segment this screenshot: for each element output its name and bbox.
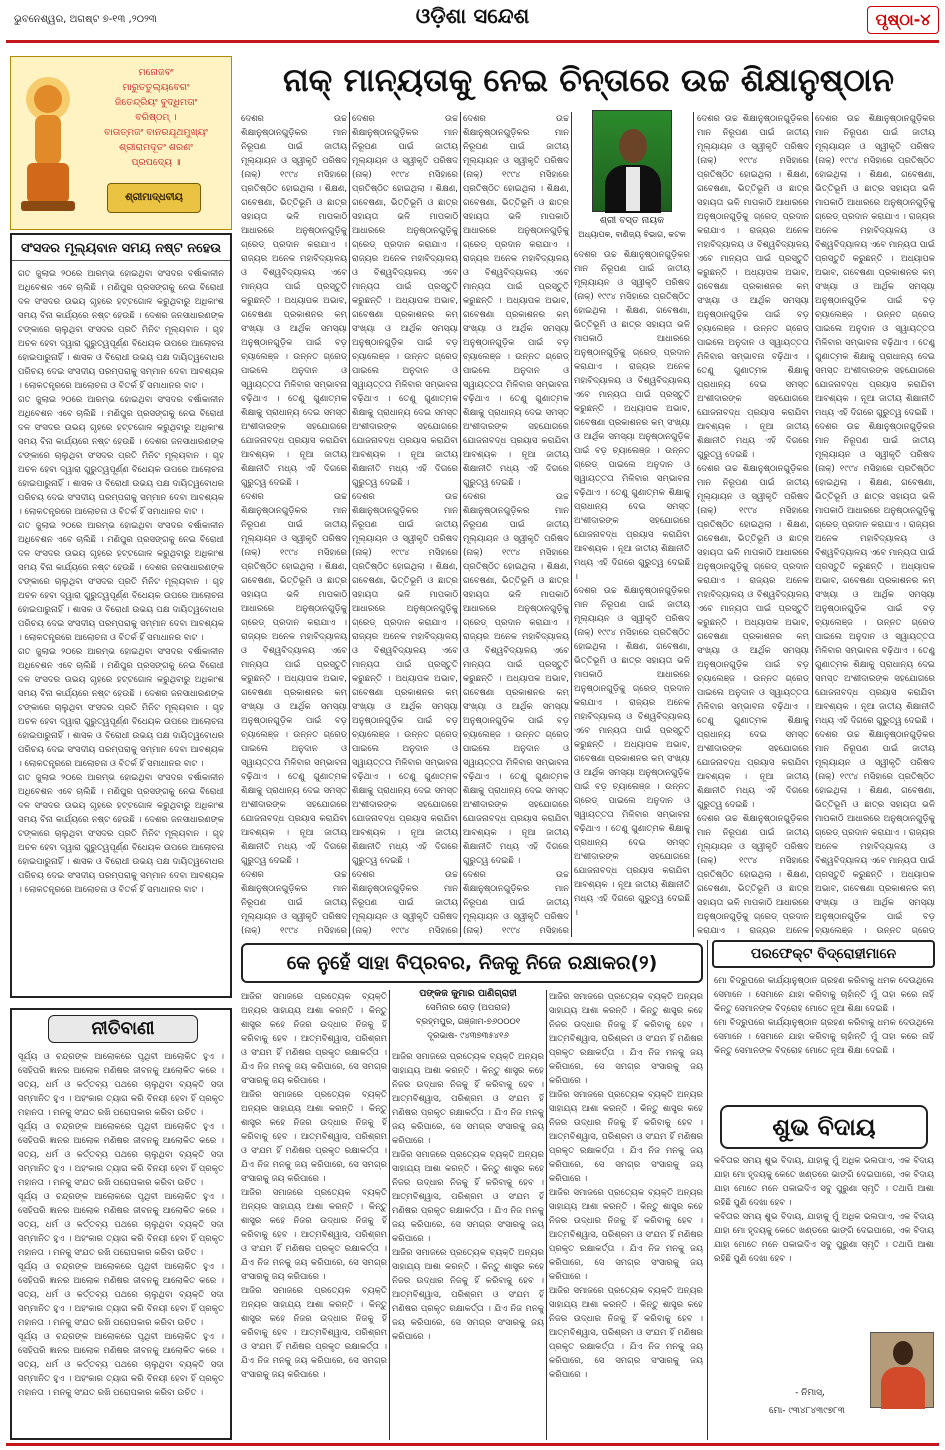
verse-line: ମାରୁତତୁଲ୍ୟବେଗଂ bbox=[122, 82, 190, 93]
niti-text: ସୂର୍ଯ୍ୟ ଓ ଚନ୍ଦ୍ରଙ୍କ ଆଲୋକରେ ପୃଥିବୀ ଆଲୋକିତ ହୁଏ । ସେହିପରି ଜ୍ଞାନର ଆଲୋକ ମଣିଷର ଜୀବନକୁ ଆଲୋକିତ କରେ । ସତ୍ୟ, ଧର୍ମ ଓ କର୍ତ୍ତବ୍ୟ ପଥରେ ଚାଲୁଥିବା ବ୍ୟକ୍ତି ସଦା ସମ୍ମାନିତ ହୁଏ । ଅହଂକାର ତ୍ୟାଗ କରି ବିନୟୀ ହେବା ହିଁ ପ୍ରକୃତ ମହାନତା । ମନକୁ ସଂଯତ ରଖି ପରୋପକାର କରିବା ଉଚିତ । bbox=[18, 1192, 224, 1258]
verse-line: ବାତାତ୍ମଜଂ ବାନରଯୂଥମୁଖ୍ୟଂ bbox=[104, 127, 208, 138]
niti-bani-title: ନୀତିବାଣୀ bbox=[48, 1015, 198, 1043]
editorial-body bbox=[18, 267, 224, 991]
author-address-line: ବ୍ରହ୍ମପୁର, ଗଞ୍ଜାମ-୭୬୦୦୦୧ bbox=[415, 1017, 521, 1027]
perfect-rebels-title: ପରଫେକ୍ଟ ବିଦ୍ରୋହୀମାନେ bbox=[712, 940, 935, 968]
article-two-text: ଆଜିର ସମାଜରେ ପ୍ରତ୍ୟେକ ବ୍ୟକ୍ତି ଅନ୍ୟର ସାହାଯ୍ୟ ଆଶା କରନ୍ତି । କିନ୍ତୁ ଶାସ୍ତ୍ର କହେ ନିଜର ଉଦ୍ଧାର ନିଜକୁ ହିଁ କରିବାକୁ ହେବ । ଆତ୍ମବିଶ୍ୱାସ, ପରିଶ୍ରମ ଓ ସଂଯମ ହିଁ ମଣିଷର ପ୍ରକୃତ ରକ୍ଷାକର୍ତ୍ତା । ଯିଏ ନିଜ ମନକୁ ଜୟ କରିପାରେ, ସେ ସମଗ୍ର ସଂସାରକୁ ଜୟ କରିପାରେ । bbox=[241, 1286, 387, 1380]
editorial-box bbox=[10, 233, 232, 998]
author-address-line: ସେମିନାର ରୋଡ଼ (ଅପରାଜ) bbox=[425, 1003, 511, 1013]
verse-line: ଶ୍ରୀରାମଦୂତଂ ଶରଣଂ bbox=[119, 142, 193, 153]
farewell-title: ଶୁଭ ବିଦାୟ bbox=[720, 1105, 928, 1149]
author-phone-line: ଦୂରଭାଷ- ୯୪୩୭୩୫୪୧୬ bbox=[427, 1031, 509, 1041]
page-number-badge: ପୃଷ୍ଠା-୪ bbox=[867, 6, 939, 34]
lead-column-5 bbox=[697, 112, 809, 937]
lead-text: ଦେଶର ଉଚ୍ଚ ଶିକ୍ଷାନୁଷ୍ଠାନଗୁଡ଼ିକର ମାନ ନିରୂପଣ ପାଇଁ ଜାତୀୟ ମୂଲ୍ୟାୟନ ଓ ସ୍ୱୀକୃତି ପରିଷଦ (ନାକ୍) ୧୯୯୪ ମସିହାରେ ପ୍ରତିଷ୍ଠିତ ହୋଇଥିଲା । ଶିକ୍ଷଣ, ଗବେଷଣା, ଭିତ୍ତିଭୂମି ଓ ଛାତ୍ର ସହାୟତା ଭଳି ମାପକାଠି ଆଧାରରେ ଅନୁଷ୍ଠାନଗୁଡ଼ିକୁ ଗ୍ରେଡ୍ ପ୍ରଦାନ କରାଯାଏ । ରାଜ୍ୟର ଅନେକ ମହାବିଦ୍ୟାଳୟ ଓ ବିଶ୍ୱବିଦ୍ୟାଳୟ ଏବେ ମାନ୍ୟତା ପାଇଁ ପ୍ରସ୍ତୁତି କରୁଛନ୍ତି । ଅଧ୍ୟାପକ ଅଭାବ, ଗବେଷଣା ପ୍ରକାଶନର କମ୍ ସଂଖ୍ୟା ଓ ଆର୍ଥିକ ସମସ୍ୟା ଅନୁଷ୍ଠାନଗୁଡ଼ିକ ପାଇଁ ବଡ଼ ଚ୍ୟାଲେଞ୍ଜ । ଉନ୍ନତ ଗ୍ରେଡ୍ bbox=[815, 730, 935, 936]
issue-date: ଭୁବନେଶ୍ୱର, ଅଗଷ୍ଟ ୭-୧୩ ,୨୦୨୩ bbox=[14, 14, 157, 25]
author-photo bbox=[592, 110, 672, 212]
article-two-text: ଆଜିର ସମାଜରେ ପ୍ରତ୍ୟେକ ବ୍ୟକ୍ତି ଅନ୍ୟର ସାହାଯ୍ୟ ଆଶା କରନ୍ତି । କିନ୍ତୁ ଶାସ୍ତ୍ର କହେ ନିଜର ଉଦ୍ଧାର ନିଜକୁ ହିଁ କରିବାକୁ ହେବ । ଆତ୍ମବିଶ୍ୱାସ, ପରିଶ୍ରମ ଓ ସଂଯମ ହିଁ ମଣିଷର ପ୍ରକୃତ ରକ୍ଷାକର୍ତ୍ତା । ଯିଏ ନିଜ ମନକୁ ଜୟ କରିପାରେ, ସେ ସମଗ୍ର ସଂସାରକୁ ଜୟ କରିପାରେ । bbox=[241, 1188, 387, 1282]
niti-text: ସୂର୍ଯ୍ୟ ଓ ଚନ୍ଦ୍ରଙ୍କ ଆଲୋକରେ ପୃଥିବୀ ଆଲୋକିତ ହୁଏ । ସେହିପରି ଜ୍ଞାନର ଆଲୋକ ମଣିଷର ଜୀବନକୁ ଆଲୋକିତ କରେ । ସତ୍ୟ, ଧର୍ମ ଓ କର୍ତ୍ତବ୍ୟ ପଥରେ ଚାଲୁଥିବା ବ୍ୟକ୍ତି ସଦା ସମ୍ମାନିତ ହୁଏ । ଅହଂକାର ତ୍ୟାଗ କରି ବିନୟୀ ହେବା ହିଁ ପ୍ରକୃତ ମହାନତା । ମନକୁ ସଂଯତ ରଖି ପରୋପକାର କରିବା ଉଚିତ । bbox=[18, 1052, 224, 1118]
article-two-text: ଆଜିର ସମାଜରେ ପ୍ରତ୍ୟେକ ବ୍ୟକ୍ତି ଅନ୍ୟର ସାହାଯ୍ୟ ଆଶା କରନ୍ତି । କିନ୍ତୁ ଶାସ୍ତ୍ର କହେ ନିଜର ଉଦ୍ଧାର ନିଜକୁ ହିଁ କରିବାକୁ ହେବ । ଆତ୍ମବିଶ୍ୱାସ, ପରିଶ୍ରମ ଓ ସଂଯମ ହିଁ ମଣିଷର ପ୍ରକୃତ ରକ୍ଷାକର୍ତ୍ତା । ଯିଏ ନିଜ ମନକୁ ଜୟ କରିପାରେ, ସେ ସମଗ୍ର ସଂସାରକୁ ଜୟ କରିପାରେ । bbox=[392, 1248, 544, 1342]
editorial-text: ଗତ ଜୁଲାଇ ୨୦ରେ ଆରମ୍ଭ ହୋଇଥିବା ସଂସଦର ବର୍ଷାକାଳୀନ ଅଧିବେଶନ ଏବେ ଚାଲିଛି । ମଣିପୁର ପ୍ରସଙ୍ଗକୁ ନେଇ ବିରୋଧୀ ଦଳ ସଂସଦର ଉଭୟ ଗୃହରେ ହଟ୍ଟଗୋଳ କରୁଥିବାରୁ ଅଧିକାଂଶ ସମୟ ବିନା କାର୍ଯ୍ୟରେ ନଷ୍ଟ ହେଉଛି । ଦେଶର ଜନସାଧାରଣଙ୍କ ଟଙ୍କାରେ ଚାଲୁଥିବା ସଂସଦର ପ୍ରତି ମିନିଟ ମୂଲ୍ୟବାନ । ଗୃହ ଅଚଳ ହେବା ଦ୍ୱାରା ଗୁରୁତ୍ୱପୂର୍ଣ୍ଣ ବିଧେୟକ ଉପରେ ଆଲୋଚନା ହୋଇପାରୁନାହିଁ । ଶାସକ ଓ ବିରୋଧୀ ଉଭୟ ପକ୍ଷ ଦାୟିତ୍ୱବୋଧର ପରିଚୟ ଦେଇ ସଂସଦୀୟ ପରମ୍ପରାକୁ ସମ୍ମାନ ଦେବା ଆବଶ୍ୟକ । ଲୋକତନ୍ତ୍ରରେ ଆଲୋଚନା ଓ ବିତର୍କ ହିଁ ସମାଧାନର ବାଟ । bbox=[18, 647, 224, 769]
article-two-column-2 bbox=[392, 1050, 544, 1440]
lead-text: ଦେଶର ଉଚ୍ଚ ଶିକ୍ଷାନୁଷ୍ଠାନଗୁଡ଼ିକର ମାନ ନିରୂପଣ ପାଇଁ ଜାତୀୟ ମୂଲ୍ୟାୟନ ଓ ସ୍ୱୀକୃତି ପରିଷଦ (ନାକ୍) ୧୯୯୪ ମସିହାରେ bbox=[352, 870, 458, 936]
poet-phone: ମୋ- ୯୩୪୮୪୩୯୭୮୩ bbox=[768, 1406, 845, 1416]
author-name: ଶ୍ରୀ ବସ୍ତ ନାୟକ bbox=[599, 215, 665, 226]
header-rule bbox=[6, 40, 939, 43]
farewell-text: କବିତାର ସମୟ ଶୁଭ ବିଦାୟ, ଯାହାକୁ ମୁଁ ଅଧିକ ଭଲପାଏ, ଏକ ବିଦାୟ ଯାହା ମୋ ହୃଦୟକୁ କେତେ ଖଣ୍ଡରେ ଭାଙ୍ଗି ଦେଇପାରେ, ଏକ ବିଦାୟ ଯାହା ମୋତେ ମନେ ପକାଇଦିଏ ସବୁ ପୁରୁଣା ସ୍ମୃତି । ତଥାପି ଆଶା ରହିଛି ପୁଣି ଦେଖା ହେବ । bbox=[714, 1212, 934, 1264]
editorial-text: ଗତ ଜୁଲାଇ ୨୦ରେ ଆରମ୍ଭ ହୋଇଥିବା ସଂସଦର ବର୍ଷାକାଳୀନ ଅଧିବେଶନ ଏବେ ଚାଲିଛି । ମଣିପୁର ପ୍ରସଙ୍ଗକୁ ନେଇ ବିରୋଧୀ ଦଳ ସଂସଦର ଉଭୟ ଗୃହରେ ହଟ୍ଟଗୋଳ କରୁଥିବାରୁ ଅଧିକାଂଶ ସମୟ ବିନା କାର୍ଯ୍ୟରେ ନଷ୍ଟ ହେଉଛି । ଦେଶର ଜନସାଧାରଣଙ୍କ ଟଙ୍କାରେ ଚାଲୁଥିବା ସଂସଦର ପ୍ରତି ମିନିଟ ମୂଲ୍ୟବାନ । ଗୃହ ଅଚଳ ହେବା ଦ୍ୱାରା ଗୁରୁତ୍ୱପୂର୍ଣ୍ଣ ବିଧେୟକ ଉପରେ ଆଲୋଚନା ହୋଇପାରୁନାହିଁ । ଶାସକ ଓ ବିରୋଧୀ ଉଭୟ ପକ୍ଷ ଦାୟିତ୍ୱବୋଧର ପରିଚୟ ଦେଇ ସଂସଦୀୟ ପରମ୍ପରାକୁ ସମ୍ମାନ ଦେବା ଆବଶ୍ୟକ । ଲୋକତନ୍ତ୍ରରେ ଆଲୋଚନା ଓ ବିତର୍କ ହିଁ ସମାଧାନର ବାଟ । bbox=[18, 773, 224, 895]
article-two-text: ଆଜିର ସମାଜରେ ପ୍ରତ୍ୟେକ ବ୍ୟକ୍ତି ଅନ୍ୟର ସାହାଯ୍ୟ ଆଶା କରନ୍ତି । କିନ୍ତୁ ଶାସ୍ତ୍ର କହେ ନିଜର ଉଦ୍ଧାର ନିଜକୁ ହିଁ କରିବାକୁ ହେବ । ଆତ୍ମବିଶ୍ୱାସ, ପରିଶ୍ରମ ଓ ସଂଯମ ହିଁ ମଣିଷର ପ୍ରକୃତ ରକ୍ଷାକର୍ତ୍ତା । ଯିଏ ନିଜ ମନକୁ ଜୟ କରିପାରେ, ସେ ସମଗ୍ର ସଂସାରକୁ ଜୟ କରିପାରେ । bbox=[392, 1052, 544, 1146]
article-two-author bbox=[394, 987, 542, 1045]
niti-text: ସୂର୍ଯ୍ୟ ଓ ଚନ୍ଦ୍ରଙ୍କ ଆଲୋକରେ ପୃଥିବୀ ଆଲୋକିତ ହୁଏ । ସେହିପରି ଜ୍ଞାନର ଆଲୋକ ମଣିଷର ଜୀବନକୁ ଆଲୋକିତ କରେ । ସତ୍ୟ, ଧର୍ମ ଓ କର୍ତ୍ତବ୍ୟ ପଥରେ ଚାଲୁଥିବା ବ୍ୟକ୍ତି ସଦା ସମ୍ମାନିତ ହୁଏ । ଅହଂକାର ତ୍ୟାଗ କରି ବିନୟୀ ହେବା ହିଁ ପ୍ରକୃତ ମହାନତା । ମନକୁ ସଂଯତ ରଖି ପରୋପକାର କରିବା ଉଚିତ । bbox=[18, 1332, 224, 1398]
lead-text: ଦେଶର ଉଚ୍ଚ ଶିକ୍ଷାନୁଷ୍ଠାନଗୁଡ଼ିକର ମାନ ନିରୂପଣ ପାଇଁ ଜାତୀୟ ମୂଲ୍ୟାୟନ ଓ ସ୍ୱୀକୃତି ପରିଷଦ (ନାକ୍) ୧୯୯୪ ମସିହାରେ ପ୍ରତିଷ୍ଠିତ ହୋଇଥିଲା । ଶିକ୍ଷଣ, ଗବେଷଣା, ଭିତ୍ତିଭୂମି ଓ ଛାତ୍ର ସହାୟତା ଭଳି ମାପକାଠି ଆଧାରରେ ଅନୁଷ୍ଠାନଗୁଡ଼ିକୁ ଗ୍ରେଡ୍ ପ୍ରଦାନ କରାଯାଏ । ରାଜ୍ୟର ଅନେକ ମହାବିଦ୍ୟାଳୟ ଓ ବିଶ୍ୱବିଦ୍ୟାଳୟ ଏବେ ମାନ୍ୟତା ପାଇଁ ପ୍ରସ୍ତୁତି କରୁଛନ୍ତି । ଅଧ୍ୟାପକ ଅଭାବ, ଗବେଷଣା ପ୍ରକାଶନର କମ୍ ସଂଖ୍ୟା ଓ ଆର୍ଥିକ ସମସ୍ୟା ଅନୁଷ୍ଠାନଗୁଡ଼ିକ ପାଇଁ ବଡ଼ ଚ୍ୟାଲେଞ୍ଜ । ଉନ୍ନତ ଗ୍ରେଡ୍ ପାଇଲେ ଅନୁଦାନ ଓ ସ୍ୱାୟତ୍ତତା ମିଳିବାର ସମ୍ଭାବନା ବଢ଼ିଥାଏ । ତେଣୁ ଗୁଣାତ୍ମକ ଶିକ୍ଷାକୁ ପ୍ରାଧାନ୍ୟ ଦେଇ ସମସ୍ତ ଅଂଶୀଦାରଙ୍କ ସହଯୋଗରେ ଯୋଜନାବଦ୍ଧ ପ୍ରୟାସ କରାଯିବା ଆବଶ୍ୟକ । ନୂଆ ଜାତୀୟ ଶିକ୍ଷାନୀତି ମଧ୍ୟ ଏହି ଦିଗରେ ଗୁରୁତ୍ୱ ଦେଇଛି । bbox=[463, 114, 569, 488]
editorial-text: ଗତ ଜୁଲାଇ ୨୦ରେ ଆରମ୍ଭ ହୋଇଥିବା ସଂସଦର ବର୍ଷାକାଳୀନ ଅଧିବେଶନ ଏବେ ଚାଲିଛି । ମଣିପୁର ପ୍ରସଙ୍ଗକୁ ନେଇ ବିରୋଧୀ ଦଳ ସଂସଦର ଉଭୟ ଗୃହରେ ହଟ୍ଟଗୋଳ କରୁଥିବାରୁ ଅଧିକାଂଶ ସମୟ ବିନା କାର୍ଯ୍ୟରେ ନଷ୍ଟ ହେଉଛି । ଦେଶର ଜନସାଧାରଣଙ୍କ ଟଙ୍କାରେ ଚାଲୁଥିବା ସଂସଦର ପ୍ରତି ମିନିଟ ମୂଲ୍ୟବାନ । ଗୃହ ଅଚଳ ହେବା ଦ୍ୱାରା ଗୁରୁତ୍ୱପୂର୍ଣ୍ଣ ବିଧେୟକ ଉପରେ ଆଲୋଚନା ହୋଇପାରୁନାହିଁ । ଶାସକ ଓ ବିରୋଧୀ ଉଭୟ ପକ୍ଷ ଦାୟିତ୍ୱବୋଧର ପରିଚୟ ଦେଇ ସଂସଦୀୟ ପରମ୍ପରାକୁ ସମ୍ମାନ ଦେବା ଆବଶ୍ୟକ । ଲୋକତନ୍ତ୍ରରେ ଆଲୋଚନା ଓ ବିତର୍କ ହିଁ ସମାଧାନର ବାଟ । bbox=[18, 269, 224, 391]
lead-column-3 bbox=[463, 112, 569, 937]
column-divider bbox=[460, 112, 461, 937]
lead-text: ଦେଶର ଉଚ୍ଚ ଶିକ୍ଷାନୁଷ୍ଠାନଗୁଡ଼ିକର ମାନ ନିରୂପଣ ପାଇଁ ଜାତୀୟ ମୂଲ୍ୟାୟନ ଓ ସ୍ୱୀକୃତି ପରିଷଦ (ନାକ୍) ୧୯୯୪ ମସିହାରେ ପ୍ରତିଷ୍ଠିତ ହୋଇଥିଲା । ଶିକ୍ଷଣ, ଗବେଷଣା, ଭିତ୍ତିଭୂମି ଓ ଛାତ୍ର ସହାୟତା ଭଳି ମାପକାଠି ଆଧାରରେ ଅନୁଷ୍ଠାନଗୁଡ଼ିକୁ ଗ୍ରେଡ୍ ପ୍ରଦାନ କରାଯାଏ । ରାଜ୍ୟର ଅନେକ bbox=[697, 814, 809, 936]
lead-text: ଦେଶର ଉଚ୍ଚ ଶିକ୍ଷାନୁଷ୍ଠାନଗୁଡ଼ିକର ମାନ ନିରୂପଣ ପାଇଁ ଜାତୀୟ ମୂଲ୍ୟାୟନ ଓ ସ୍ୱୀକୃତି ପରିଷଦ (ନାକ୍) ୧୯୯୪ ମସିହାରେ ପ୍ରତିଷ୍ଠିତ ହୋଇଥିଲା । ଶିକ୍ଷଣ, ଗବେଷଣା, ଭିତ୍ତିଭୂମି ଓ ଛାତ୍ର ସହାୟତା ଭଳି ମାପକାଠି ଆଧାରରେ ଅନୁଷ୍ଠାନଗୁଡ଼ିକୁ ଗ୍ରେଡ୍ ପ୍ରଦାନ କରାଯାଏ । ରାଜ୍ୟର ଅନେକ ମହାବିଦ୍ୟାଳୟ ଓ ବିଶ୍ୱବିଦ୍ୟାଳୟ ଏବେ ମାନ୍ୟତା ପାଇଁ ପ୍ରସ୍ତୁତି କରୁଛନ୍ତି । ଅଧ୍ୟାପକ ଅଭାବ, ଗବେଷଣା ପ୍ରକାଶନର କମ୍ ସଂଖ୍ୟା ଓ ଆର୍ଥିକ ସମସ୍ୟା ଅନୁଷ୍ଠାନଗୁଡ଼ିକ ପାଇଁ ବଡ଼ ଚ୍ୟାଲେଞ୍ଜ । ଉନ୍ନତ ଗ୍ରେଡ୍ ପାଇଲେ ଅନୁଦାନ ଓ ସ୍ୱାୟତ୍ତତା ମିଳିବାର ସମ୍ଭାବନା ବଢ଼ିଥାଏ । ତେଣୁ ଗୁଣାତ୍ମକ ଶିକ୍ଷାକୁ ପ୍ରାଧାନ୍ୟ ଦେଇ ସମସ୍ତ ଅଂଶୀଦାରଙ୍କ ସହଯୋଗରେ ଯୋଜନାବଦ୍ଧ ପ୍ରୟାସ କରାଯିବା ଆବଶ୍ୟକ । ନୂଆ ଜାତୀୟ ଶିକ୍ଷାନୀତି ମଧ୍ୟ ଏହି ଦିଗରେ ଗୁରୁତ୍ୱ ଦେଇଛି । bbox=[697, 114, 809, 460]
lead-text: ଦେଶର ଉଚ୍ଚ ଶିକ୍ଷାନୁଷ୍ଠାନଗୁଡ଼ିକର ମାନ ନିରୂପଣ ପାଇଁ ଜାତୀୟ ମୂଲ୍ୟାୟନ ଓ ସ୍ୱୀକୃତି ପରିଷଦ (ନାକ୍) ୧୯୯୪ ମସିହାରେ ପ୍ରତିଷ୍ଠିତ ହୋଇଥିଲା । ଶିକ୍ଷଣ, ଗବେଷଣା, ଭିତ୍ତିଭୂମି ଓ ଛାତ୍ର ସହାୟତା ଭଳି ମାପକାଠି ଆଧାରରେ ଅନୁଷ୍ଠାନଗୁଡ଼ିକୁ ଗ୍ରେଡ୍ ପ୍ରଦାନ କରାଯାଏ । ରାଜ୍ୟର ଅନେକ ମହାବିଦ୍ୟାଳୟ ଓ ବିଶ୍ୱବିଦ୍ୟାଳୟ ଏବେ ମାନ୍ୟତା ପାଇଁ ପ୍ରସ୍ତୁତି କରୁଛନ୍ତି । ଅଧ୍ୟାପକ ଅଭାବ, ଗବେଷଣା ପ୍ରକାଶନର କମ୍ ସଂଖ୍ୟା ଓ ଆର୍ଥିକ ସମସ୍ୟା ଅନୁଷ୍ଠାନଗୁଡ଼ିକ ପାଇଁ ବଡ଼ ଚ୍ୟାଲେଞ୍ଜ । ଉନ୍ନତ ଗ୍ରେଡ୍ ପାଇଲେ ଅନୁଦାନ ଓ ସ୍ୱାୟତ୍ତତା ମିଳିବାର ସମ୍ଭାବନା ବଢ଼ିଥାଏ । ତେଣୁ ଗୁଣାତ୍ମକ ଶିକ୍ଷାକୁ ପ୍ରାଧାନ୍ୟ ଦେଇ ସମସ୍ତ ଅଂଶୀଦାରଙ୍କ ସହଯୋଗରେ ଯୋଜନାବଦ୍ଧ ପ୍ରୟାସ କରାଯିବା ଆବଶ୍ୟକ । ନୂଆ ଜାତୀୟ ଶିକ୍ଷାନୀତି ମଧ୍ୟ ଏହି ଦିଗରେ ଗୁରୁତ୍ୱ ଦେଇଛି । bbox=[352, 492, 458, 866]
column-divider bbox=[571, 112, 572, 937]
article-two-text: ଆଜିର ସମାଜରେ ପ୍ରତ୍ୟେକ ବ୍ୟକ୍ତି ଅନ୍ୟର ସାହାଯ୍ୟ ଆଶା କରନ୍ତି । କିନ୍ତୁ ଶାସ୍ତ୍ର କହେ ନିଜର ଉଦ୍ଧାର ନିଜକୁ ହିଁ କରିବାକୁ ହେବ । ଆତ୍ମବିଶ୍ୱାସ, ପରିଶ୍ରମ ଓ ସଂଯମ ହିଁ ମଣିଷର ପ୍ରକୃତ ରକ୍ଷାକର୍ତ୍ତା । ଯିଏ ନିଜ ମନକୁ ଜୟ କରିପାରେ, ସେ ସମଗ୍ର ସଂସାରକୁ ଜୟ କରିପାରେ । bbox=[241, 1090, 387, 1184]
editorial-title: ସଂସଦର ମୂଲ୍ୟବାନ ସମୟ ନଷ୍ଟ ନହେଉ bbox=[12, 235, 230, 261]
column-divider bbox=[707, 940, 708, 1440]
editorial-text: ଗତ ଜୁଲାଇ ୨୦ରେ ଆରମ୍ଭ ହୋଇଥିବା ସଂସଦର ବର୍ଷାକାଳୀନ ଅଧିବେଶନ ଏବେ ଚାଲିଛି । ମଣିପୁର ପ୍ରସଙ୍ଗକୁ ନେଇ ବିରୋଧୀ ଦଳ ସଂସଦର ଉଭୟ ଗୃହରେ ହଟ୍ଟଗୋଳ କରୁଥିବାରୁ ଅଧିକାଂଶ ସମୟ ବିନା କାର୍ଯ୍ୟରେ ନଷ୍ଟ ହେଉଛି । ଦେଶର ଜନସାଧାରଣଙ୍କ ଟଙ୍କାରେ ଚାଲୁଥିବା ସଂସଦର ପ୍ରତି ମିନିଟ ମୂଲ୍ୟବାନ । ଗୃହ ଅଚଳ ହେବା ଦ୍ୱାରା ଗୁରୁତ୍ୱପୂର୍ଣ୍ଣ ବିଧେୟକ ଉପରେ ଆଲୋଚନା ହୋଇପାରୁନାହିଁ । ଶାସକ ଓ ବିରୋଧୀ ଉଭୟ ପକ୍ଷ ଦାୟିତ୍ୱବୋଧର ପରିଚୟ ଦେଇ ସଂସଦୀୟ ପରମ୍ପରାକୁ ସମ୍ମାନ ଦେବା ଆବଶ୍ୟକ । ଲୋକତନ୍ତ୍ରରେ ଆଲୋଚନା ଓ ବିତର୍କ ହିଁ ସମାଧାନର ବାଟ । bbox=[18, 395, 224, 517]
poet-photo-saree bbox=[881, 1367, 925, 1409]
article-two-column-1 bbox=[241, 990, 387, 1440]
lead-text: ଦେଶର ଉଚ୍ଚ ଶିକ୍ଷାନୁଷ୍ଠାନଗୁଡ଼ିକର ମାନ ନିରୂପଣ ପାଇଁ ଜାତୀୟ ମୂଲ୍ୟାୟନ ଓ ସ୍ୱୀକୃତି ପରିଷଦ (ନାକ୍) ୧୯୯୪ ମସିହାରେ ପ୍ରତିଷ୍ଠିତ ହୋଇଥିଲା । ଶିକ୍ଷଣ, ଗବେଷଣା, ଭିତ୍ତିଭୂମି ଓ ଛାତ୍ର ସହାୟତା ଭଳି ମାପକାଠି ଆଧାରରେ ଅନୁଷ୍ଠାନଗୁଡ଼ିକୁ ଗ୍ରେଡ୍ ପ୍ରଦାନ କରାଯାଏ । ରାଜ୍ୟର ଅନେକ ମହାବିଦ୍ୟାଳୟ ଓ ବିଶ୍ୱବିଦ୍ୟାଳୟ ଏବେ ମାନ୍ୟତା ପାଇଁ ପ୍ରସ୍ତୁତି କରୁଛନ୍ତି । ଅଧ୍ୟାପକ ଅଭାବ, ଗବେଷଣା ପ୍ରକାଶନର କମ୍ ସଂଖ୍ୟା ଓ ଆର୍ଥିକ ସମସ୍ୟା ଅନୁଷ୍ଠାନଗୁଡ଼ିକ ପାଇଁ ବଡ଼ ଚ୍ୟାଲେଞ୍ଜ । ଉନ୍ନତ ଗ୍ରେଡ୍ ପାଇଲେ ଅନୁଦାନ ଓ ସ୍ୱାୟତ୍ତତା ମିଳିବାର ସମ୍ଭାବନା ବଢ଼ିଥାଏ । ତେଣୁ ଗୁଣାତ୍ମକ ଶିକ୍ଷାକୁ ପ୍ରାଧାନ୍ୟ ଦେଇ ସମସ୍ତ ଅଂଶୀଦାରଙ୍କ ସହଯୋଗରେ ଯୋଜନାବଦ୍ଧ ପ୍ରୟାସ କରାଯିବା ଆବଶ୍ୟକ । ନୂଆ ଜାତୀୟ ଶିକ୍ଷାନୀତି ମଧ୍ୟ ଏହି ଦିଗରେ ଗୁରୁତ୍ୱ ଦେଇଛି । bbox=[815, 114, 935, 418]
article-two-text: ଆଜିର ସମାଜରେ ପ୍ରତ୍ୟେକ ବ୍ୟକ୍ତି ଅନ୍ୟର ସାହାଯ୍ୟ ଆଶା କରନ୍ତି । କିନ୍ତୁ ଶାସ୍ତ୍ର କହେ ନିଜର ଉଦ୍ଧାର ନିଜକୁ ହିଁ କରିବାକୁ ହେବ । ଆତ୍ମବିଶ୍ୱାସ, ପରିଶ୍ରମ ଓ ସଂଯମ ହିଁ ମଣିଷର ପ୍ରକୃତ ରକ୍ଷାକର୍ତ୍ତା । ଯିଏ ନିଜ ମନକୁ ଜୟ କରିପାରେ, ସେ ସମଗ୍ର ସଂସାରକୁ ଜୟ କରିପାରେ । bbox=[241, 992, 387, 1086]
poet-name: - ନିମାସ୍, bbox=[795, 1388, 825, 1398]
article-two-column-3 bbox=[549, 990, 703, 1440]
verse-line: ମନୋଜବଂ bbox=[138, 67, 174, 78]
daily-thought-box bbox=[10, 56, 232, 230]
author-photo-shirt bbox=[626, 167, 640, 211]
poet-photo-head bbox=[893, 1341, 913, 1365]
editorial-text: ଗତ ଜୁଲାଇ ୨୦ରେ ଆରମ୍ଭ ହୋଇଥିବା ସଂସଦର ବର୍ଷାକାଳୀନ ଅଧିବେଶନ ଏବେ ଚାଲିଛି । ମଣିପୁର ପ୍ରସଙ୍ଗକୁ ନେଇ ବିରୋଧୀ ଦଳ ସଂସଦର ଉଭୟ ଗୃହରେ ହଟ୍ଟଗୋଳ କରୁଥିବାରୁ ଅଧିକାଂଶ ସମୟ ବିନା କାର୍ଯ୍ୟରେ ନଷ୍ଟ ହେଉଛି । ଦେଶର ଜନସାଧାରଣଙ୍କ ଟଙ୍କାରେ ଚାଲୁଥିବା ସଂସଦର ପ୍ରତି ମିନିଟ ମୂଲ୍ୟବାନ । ଗୃହ ଅଚଳ ହେବା ଦ୍ୱାରା ଗୁରୁତ୍ୱପୂର୍ଣ୍ଣ ବିଧେୟକ ଉପରେ ଆଲୋଚନା ହୋଇପାରୁନାହିଁ । ଶାସକ ଓ ବିରୋଧୀ ଉଭୟ ପକ୍ଷ ଦାୟିତ୍ୱବୋଧର ପରିଚୟ ଦେଇ ସଂସଦୀୟ ପରମ୍ପରାକୁ ସମ୍ମାନ ଦେବା ଆବଶ୍ୟକ । ଲୋକତନ୍ତ୍ରରେ ଆଲୋଚନା ଓ ବିତର୍କ ହିଁ ସମାଧାନର ବାଟ । bbox=[18, 521, 224, 643]
lead-text: ଦେଶର ଉଚ୍ଚ ଶିକ୍ଷାନୁଷ୍ଠାନଗୁଡ଼ିକର ମାନ ନିରୂପଣ ପାଇଁ ଜାତୀୟ ମୂଲ୍ୟାୟନ ଓ ସ୍ୱୀକୃତି ପରିଷଦ (ନାକ୍) ୧୯୯୪ ମସିହାରେ ପ୍ରତିଷ୍ଠିତ ହୋଇଥିଲା । ଶିକ୍ଷଣ, ଗବେଷଣା, ଭିତ୍ତିଭୂମି ଓ ଛାତ୍ର ସହାୟତା ଭଳି ମାପକାଠି ଆଧାରରେ ଅନୁଷ୍ଠାନଗୁଡ଼ିକୁ ଗ୍ରେଡ୍ ପ୍ରଦାନ କରାଯାଏ । ରାଜ୍ୟର ଅନେକ ମହାବିଦ୍ୟାଳୟ ଓ ବିଶ୍ୱବିଦ୍ୟାଳୟ ଏବେ ମାନ୍ୟତା ପାଇଁ ପ୍ରସ୍ତୁତି କରୁଛନ୍ତି । ଅଧ୍ୟାପକ ଅଭାବ, ଗବେଷଣା ପ୍ରକାଶନର କମ୍ ସଂଖ୍ୟା ଓ ଆର୍ଥିକ ସମସ୍ୟା ଅନୁଷ୍ଠାନଗୁଡ଼ିକ ପାଇଁ ବଡ଼ ଚ୍ୟାଲେଞ୍ଜ । ଉନ୍ନତ ଗ୍ରେଡ୍ ପାଇଲେ ଅନୁଦାନ ଓ ସ୍ୱାୟତ୍ତତା ମିଳିବାର ସମ୍ଭାବନା ବଢ଼ିଥାଏ । ତେଣୁ ଗୁଣାତ୍ମକ ଶିକ୍ଷାକୁ ପ୍ରାଧାନ୍ୟ ଦେଇ ସମସ୍ତ ଅଂଶୀଦାରଙ୍କ ସହଯୋଗରେ ଯୋଜନାବଦ୍ଧ ପ୍ରୟାସ କରାଯିବା ଆବଶ୍ୟକ । ନୂଆ ଜାତୀୟ ଶିକ୍ଷାନୀତି ମଧ୍ୟ ଏହି ଦିଗରେ ଗୁରୁତ୍ୱ ଦେଇଛି । bbox=[815, 422, 935, 726]
lead-text: ଦେଶର ଉଚ୍ଚ ଶିକ୍ଷାନୁଷ୍ଠାନଗୁଡ଼ିକର ମାନ ନିରୂପଣ ପାଇଁ ଜାତୀୟ ମୂଲ୍ୟାୟନ ଓ ସ୍ୱୀକୃତି ପରିଷଦ (ନାକ୍) ୧୯୯୪ ମସିହାରେ bbox=[463, 870, 569, 936]
lead-column-4 bbox=[574, 248, 690, 937]
farewell-text: କବିତାର ସମୟ ଶୁଭ ବିଦାୟ, ଯାହାକୁ ମୁଁ ଅଧିକ ଭଲପାଏ, ଏକ ବିଦାୟ ଯାହା ମୋ ହୃଦୟକୁ କେତେ ଖଣ୍ଡରେ ଭାଙ୍ଗି ଦେଇପାରେ, ଏକ ବିଦାୟ ଯାହା ମୋତେ ମନେ ପକାଇଦିଏ ସବୁ ପୁରୁଣା ସ୍ମୃତି । ତଥାପି ଆଶା ରହିଛି ପୁଣି ଦେଖା ହେବ । bbox=[714, 1156, 934, 1208]
verse-line: ବରିଷ୍ଠମ୍ । bbox=[135, 112, 177, 123]
niti-bani-box bbox=[10, 1008, 232, 1440]
article-two-headline: କେ ନୁହେଁ ସାହା ବିପ୍ରବର, ନିଜକୁ ନିଜେ ରକ୍ଷାକର(୨) bbox=[241, 943, 703, 983]
lead-text: ଦେଶର ଉଚ୍ଚ ଶିକ୍ଷାନୁଷ୍ଠାନଗୁଡ଼ିକର ମାନ ନିରୂପଣ ପାଇଁ ଜାତୀୟ ମୂଲ୍ୟାୟନ ଓ ସ୍ୱୀକୃତି ପରିଷଦ (ନାକ୍) ୧୯୯୪ ମସିହାରେ ପ୍ରତିଷ୍ଠିତ ହୋଇଥିଲା । ଶିକ୍ଷଣ, ଗବେଷଣା, ଭିତ୍ତିଭୂମି ଓ ଛାତ୍ର ସହାୟତା ଭଳି ମାପକାଠି ଆଧାରରେ ଅନୁଷ୍ଠାନଗୁଡ଼ିକୁ ଗ୍ରେଡ୍ ପ୍ରଦାନ କରାଯାଏ । ରାଜ୍ୟର ଅନେକ ମହାବିଦ୍ୟାଳୟ ଓ ବିଶ୍ୱବିଦ୍ୟାଳୟ ଏବେ ମାନ୍ୟତା ପାଇଁ ପ୍ରସ୍ତୁତି କରୁଛନ୍ତି । ଅଧ୍ୟାପକ ଅଭାବ, ଗବେଷଣା ପ୍ରକାଶନର କମ୍ ସଂଖ୍ୟା ଓ ଆର୍ଥିକ ସମସ୍ୟା ଅନୁଷ୍ଠାନଗୁଡ଼ିକ ପାଇଁ ବଡ଼ ଚ୍ୟାଲେଞ୍ଜ । ଉନ୍ନତ ଗ୍ରେଡ୍ ପାଇଲେ ଅନୁଦାନ ଓ ସ୍ୱାୟତ୍ତତା ମିଳିବାର ସମ୍ଭାବନା ବଢ଼ିଥାଏ । ତେଣୁ ଗୁଣାତ୍ମକ ଶିକ୍ଷାକୁ ପ୍ରାଧାନ୍ୟ ଦେଇ ସମସ୍ତ ଅଂଶୀଦାରଙ୍କ ସହଯୋଗରେ ଯୋଜନାବଦ୍ଧ ପ୍ରୟାସ କରାଯିବା ଆବଶ୍ୟକ । ନୂଆ ଜାତୀୟ ଶିକ୍ଷାନୀତି ମଧ୍ୟ ଏହି ଦିଗରେ ଗୁରୁତ୍ୱ ଦେଇଛି । bbox=[697, 464, 809, 810]
lead-text: ଦେଶର ଉଚ୍ଚ ଶିକ୍ଷାନୁଷ୍ଠାନଗୁଡ଼ିକର ମାନ ନିରୂପଣ ପାଇଁ ଜାତୀୟ ମୂଲ୍ୟାୟନ ଓ ସ୍ୱୀକୃତି ପରିଷଦ (ନାକ୍) ୧୯୯୪ ମସିହାରେ ପ୍ରତିଷ୍ଠିତ ହୋଇଥିଲା । ଶିକ୍ଷଣ, ଗବେଷଣା, ଭିତ୍ତିଭୂମି ଓ ଛାତ୍ର ସହାୟତା ଭଳି ମାପକାଠି ଆଧାରରେ ଅନୁଷ୍ଠାନଗୁଡ଼ିକୁ ଗ୍ରେଡ୍ ପ୍ରଦାନ କରାଯାଏ । ରାଜ୍ୟର ଅନେକ ମହାବିଦ୍ୟାଳୟ ଓ ବିଶ୍ୱବିଦ୍ୟାଳୟ ଏବେ ମାନ୍ୟତା ପାଇଁ ପ୍ରସ୍ତୁତି କରୁଛନ୍ତି । ଅଧ୍ୟାପକ ଅଭାବ, ଗବେଷଣା ପ୍ରକାଶନର କମ୍ ସଂଖ୍ୟା ଓ ଆର୍ଥିକ ସମସ୍ୟା ଅନୁଷ୍ଠାନଗୁଡ଼ିକ ପାଇଁ ବଡ଼ ଚ୍ୟାଲେଞ୍ଜ । ଉନ୍ନତ ଗ୍ରେଡ୍ ପାଇଲେ ଅନୁଦାନ ଓ ସ୍ୱାୟତ୍ତତା ମିଳିବାର ସମ୍ଭାବନା ବଢ଼ିଥାଏ । ତେଣୁ ଗୁଣାତ୍ମକ ଶିକ୍ଷାକୁ ପ୍ରାଧାନ୍ୟ ଦେଇ ସମସ୍ତ ଅଂଶୀଦାରଙ୍କ ସହଯୋଗରେ ଯୋଜନାବଦ୍ଧ ପ୍ରୟାସ କରାଯିବା ଆବଶ୍ୟକ । ନୂଆ ଜାତୀୟ ଶିକ୍ଷାନୀତି ମଧ୍ୟ ଏହି ଦିଗରେ ଗୁରୁତ୍ୱ ଦେଇଛି । bbox=[352, 114, 458, 488]
lead-text: ଦେଶର ଉଚ୍ଚ ଶିକ୍ଷାନୁଷ୍ଠାନଗୁଡ଼ିକର ମାନ ନିରୂପଣ ପାଇଁ ଜାତୀୟ ମୂଲ୍ୟାୟନ ଓ ସ୍ୱୀକୃତି ପରିଷଦ (ନାକ୍) ୧୯୯୪ ମସିହାରେ ପ୍ରତିଷ୍ଠିତ ହୋଇଥିଲା । ଶିକ୍ଷଣ, ଗବେଷଣା, ଭିତ୍ତିଭୂମି ଓ ଛାତ୍ର ସହାୟତା ଭଳି ମାପକାଠି ଆଧାରରେ ଅନୁଷ୍ଠାନଗୁଡ଼ିକୁ ଗ୍ରେଡ୍ ପ୍ରଦାନ କରାଯାଏ । ରାଜ୍ୟର ଅନେକ ମହାବିଦ୍ୟାଳୟ ଓ ବିଶ୍ୱବିଦ୍ୟାଳୟ ଏବେ ମାନ୍ୟତା ପାଇଁ ପ୍ରସ୍ତୁତି କରୁଛନ୍ତି । ଅଧ୍ୟାପକ ଅଭାବ, ଗବେଷଣା ପ୍ରକାଶନର କମ୍ ସଂଖ୍ୟା ଓ ଆର୍ଥିକ ସମସ୍ୟା ଅନୁଷ୍ଠାନଗୁଡ଼ିକ ପାଇଁ ବଡ଼ ଚ୍ୟାଲେଞ୍ଜ । ଉନ୍ନତ ଗ୍ରେଡ୍ ପାଇଲେ ଅନୁଦାନ ଓ ସ୍ୱାୟତ୍ତତା ମିଳିବାର ସମ୍ଭାବନା ବଢ଼ିଥାଏ । ତେଣୁ ଗୁଣାତ୍ମକ ଶିକ୍ଷାକୁ ପ୍ରାଧାନ୍ୟ ଦେଇ ସମସ୍ତ ଅଂଶୀଦାରଙ୍କ ସହଯୋଗରେ ଯୋଜନାବଦ୍ଧ ପ୍ରୟାସ କରାଯିବା ଆବଶ୍ୟକ । ନୂଆ ଜାତୀୟ ଶିକ୍ଷାନୀତି ମଧ୍ୟ ଏହି ଦିଗରେ ଗୁରୁତ୍ୱ ଦେଇଛି । bbox=[241, 492, 347, 866]
perfect-rebels-text: ମୋ ବିଦ୍ରୁପରେ କାର୍ଯ୍ୟାନୁଷ୍ଠାନ ଗ୍ରହଣ କରିବାକୁ ଧମକ ଦେଉଥିଲେ ସେମାନେ । ସେମାନେ ଯାହା କରିବାକୁ ଚାହାଁନ୍ତି ମୁଁ ତାହା କରେ ନାହିଁ କିନ୍ତୁ ସେମାନଙ୍କ ବିଦ୍ରୋହ ମୋତେ ନୂଆ ଶିକ୍ଷା ଦେଇଛି । bbox=[714, 1018, 934, 1056]
article-two-text: ଆଜିର ସମାଜରେ ପ୍ରତ୍ୟେକ ବ୍ୟକ୍ତି ଅନ୍ୟର ସାହାଯ୍ୟ ଆଶା କରନ୍ତି । କିନ୍ତୁ ଶାସ୍ତ୍ର କହେ ନିଜର ଉଦ୍ଧାର ନିଜକୁ ହିଁ କରିବାକୁ ହେବ । ଆତ୍ମବିଶ୍ୱାସ, ପରିଶ୍ରମ ଓ ସଂଯମ ହିଁ ମଣିଷର ପ୍ରକୃତ ରକ୍ଷାକର୍ତ୍ତା । ଯିଏ ନିଜ ମନକୁ ଜୟ କରିପାରେ, ସେ ସମଗ୍ର ସଂସାରକୁ ଜୟ କରିପାରେ । bbox=[549, 992, 703, 1086]
perfect-rebels-body bbox=[714, 974, 934, 1100]
sanskrit-verse bbox=[83, 65, 229, 170]
article-two-text: ଆଜିର ସମାଜରେ ପ୍ରତ୍ୟେକ ବ୍ୟକ୍ତି ଅନ୍ୟର ସାହାଯ୍ୟ ଆଶା କରନ୍ତି । କିନ୍ତୁ ଶାସ୍ତ୍ର କହେ ନିଜର ଉଦ୍ଧାର ନିଜକୁ ହିଁ କରିବାକୁ ହେବ । ଆତ୍ମବିଶ୍ୱାସ, ପରିଶ୍ରମ ଓ ସଂଯମ ହିଁ ମଣିଷର ପ୍ରକୃତ ରକ୍ଷାକର୍ତ୍ତା । ଯିଏ ନିଜ ମନକୁ ଜୟ କରିପାରେ, ସେ ସମଗ୍ର ସଂସାରକୁ ଜୟ କରିପାରେ । bbox=[549, 1286, 703, 1380]
author-photo-head bbox=[619, 129, 647, 163]
verse-line: ପ୍ରପଦ୍ୟେ ॥ bbox=[131, 157, 181, 168]
article-two-text: ଆଜିର ସମାଜରେ ପ୍ରତ୍ୟେକ ବ୍ୟକ୍ତି ଅନ୍ୟର ସାହାଯ୍ୟ ଆଶା କରନ୍ତି । କିନ୍ତୁ ଶାସ୍ତ୍ର କହେ ନିଜର ଉଦ୍ଧାର ନିଜକୁ ହିଁ କରିବାକୁ ହେବ । ଆତ୍ମବିଶ୍ୱାସ, ପରିଶ୍ରମ ଓ ସଂଯମ ହିଁ ମଣିଷର ପ୍ରକୃତ ରକ୍ଷାକର୍ତ୍ତା । ଯିଏ ନିଜ ମନକୁ ଜୟ କରିପାରେ, ସେ ସମଗ୍ର ସଂସାରକୁ ଜୟ କରିପାରେ । bbox=[392, 1150, 544, 1244]
page-header bbox=[0, 0, 945, 40]
perfect-rebels-text: ମୋ ବିଦ୍ରୁପରେ କାର୍ଯ୍ୟାନୁଷ୍ଠାନ ଗ୍ରହଣ କରିବାକୁ ଧମକ ଦେଉଥିଲେ ସେମାନେ । ସେମାନେ ଯାହା କରିବାକୁ ଚାହାଁନ୍ତି ମୁଁ ତାହା କରେ ନାହିଁ କିନ୍ତୁ ସେମାନଙ୍କ ବିଦ୍ରୋହ ମୋତେ ନୂଆ ଶିକ୍ଷା ଦେଇଛି । bbox=[714, 976, 934, 1014]
column-divider bbox=[693, 112, 694, 937]
niti-bani-body bbox=[18, 1050, 224, 1432]
niti-text: ସୂର୍ଯ୍ୟ ଓ ଚନ୍ଦ୍ରଙ୍କ ଆଲୋକରେ ପୃଥିବୀ ଆଲୋକିତ ହୁଏ । ସେହିପରି ଜ୍ଞାନର ଆଲୋକ ମଣିଷର ଜୀବନକୁ ଆଲୋକିତ କରେ । ସତ୍ୟ, ଧର୍ମ ଓ କର୍ତ୍ତବ୍ୟ ପଥରେ ଚାଲୁଥିବା ବ୍ୟକ୍ତି ସଦା ସମ୍ମାନିତ ହୁଏ । ଅହଂକାର ତ୍ୟାଗ କରି ବିନୟୀ ହେବା ହିଁ ପ୍ରକୃତ ମହାନତା । ମନକୁ ସଂଯତ ରଖି ପରୋପକାର କରିବା ଉଚିତ । bbox=[18, 1262, 224, 1328]
publication-sticker: ଶ୍ରୀମାଦ୍ଧବୀୟ bbox=[107, 183, 201, 213]
lead-text: ଦେଶର ଉଚ୍ଚ ଶିକ୍ଷାନୁଷ୍ଠାନଗୁଡ଼ିକର ମାନ ନିରୂପଣ ପାଇଁ ଜାତୀୟ ମୂଲ୍ୟାୟନ ଓ ସ୍ୱୀକୃତି ପରିଷଦ (ନାକ୍) ୧୯୯୪ ମସିହାରେ ପ୍ରତିଷ୍ଠିତ ହୋଇଥିଲା । ଶିକ୍ଷଣ, ଗବେଷଣା, ଭିତ୍ତିଭୂମି ଓ ଛାତ୍ର ସହାୟତା ଭଳି ମାପକାଠି ଆଧାରରେ ଅନୁଷ୍ଠାନଗୁଡ଼ିକୁ ଗ୍ରେଡ୍ ପ୍ରଦାନ କରାଯାଏ । ରାଜ୍ୟର ଅନେକ ମହାବିଦ୍ୟାଳୟ ଓ ବିଶ୍ୱବିଦ୍ୟାଳୟ ଏବେ ମାନ୍ୟତା ପାଇଁ ପ୍ରସ୍ତୁତି କରୁଛନ୍ତି । ଅଧ୍ୟାପକ ଅଭାବ, ଗବେଷଣା ପ୍ରକାଶନର କମ୍ ସଂଖ୍ୟା ଓ ଆର୍ଥିକ ସମସ୍ୟା ଅନୁଷ୍ଠାନଗୁଡ଼ିକ ପାଇଁ ବଡ଼ ଚ୍ୟାଲେଞ୍ଜ । ଉନ୍ନତ ଗ୍ରେଡ୍ ପାଇଲେ ଅନୁଦାନ ଓ ସ୍ୱାୟତ୍ତତା ମିଳିବାର ସମ୍ଭାବନା ବଢ଼ିଥାଏ । ତେଣୁ ଗୁଣାତ୍ମକ ଶିକ୍ଷାକୁ ପ୍ରାଧାନ୍ୟ ଦେଇ ସମସ୍ତ ଅଂଶୀଦାରଙ୍କ ସହଯୋଗରେ ଯୋଜନାବଦ୍ଧ ପ୍ରୟାସ କରାଯିବା ଆବଶ୍ୟକ । ନୂଆ ଜାତୀୟ ଶିକ୍ଷାନୀତି ମଧ୍ୟ ଏହି ଦିଗରେ ଗୁରୁତ୍ୱ ଦେଇଛି । bbox=[574, 586, 690, 918]
article-two-text: ଆଜିର ସମାଜରେ ପ୍ରତ୍ୟେକ ବ୍ୟକ୍ତି ଅନ୍ୟର ସାହାଯ୍ୟ ଆଶା କରନ୍ତି । କିନ୍ତୁ ଶାସ୍ତ୍ର କହେ ନିଜର ଉଦ୍ଧାର ନିଜକୁ ହିଁ କରିବାକୁ ହେବ । ଆତ୍ମବିଶ୍ୱାସ, ପରିଶ୍ରମ ଓ ସଂଯମ ହିଁ ମଣିଷର ପ୍ରକୃତ ରକ୍ଷାକର୍ତ୍ତା । ଯିଏ ନିଜ ମନକୁ ଜୟ କରିପାରେ, ସେ ସମଗ୍ର ସଂସାରକୁ ଜୟ କରିପାରେ । bbox=[549, 1090, 703, 1184]
poet-photo bbox=[870, 1332, 934, 1408]
lead-text: ଦେଶର ଉଚ୍ଚ ଶିକ୍ଷାନୁଷ୍ଠାନଗୁଡ଼ିକର ମାନ ନିରୂପଣ ପାଇଁ ଜାତୀୟ ମୂଲ୍ୟାୟନ ଓ ସ୍ୱୀକୃତି ପରିଷଦ (ନାକ୍) ୧୯୯୪ ମସିହାରେ ପ୍ରତିଷ୍ଠିତ ହୋଇଥିଲା । ଶିକ୍ଷଣ, ଗବେଷଣା, ଭିତ୍ତିଭୂମି ଓ ଛାତ୍ର ସହାୟତା ଭଳି ମାପକାଠି ଆଧାରରେ ଅନୁଷ୍ଠାନଗୁଡ଼ିକୁ ଗ୍ରେଡ୍ ପ୍ରଦାନ କରାଯାଏ । ରାଜ୍ୟର ଅନେକ ମହାବିଦ୍ୟାଳୟ ଓ ବିଶ୍ୱବିଦ୍ୟାଳୟ ଏବେ ମାନ୍ୟତା ପାଇଁ ପ୍ରସ୍ତୁତି କରୁଛନ୍ତି । ଅଧ୍ୟାପକ ଅଭାବ, ଗବେଷଣା ପ୍ରକାଶନର କମ୍ ସଂଖ୍ୟା ଓ ଆର୍ଥିକ ସମସ୍ୟା ଅନୁଷ୍ଠାନଗୁଡ଼ିକ ପାଇଁ ବଡ଼ ଚ୍ୟାଲେଞ୍ଜ । ଉନ୍ନତ ଗ୍ରେଡ୍ ପାଇଲେ ଅନୁଦାନ ଓ ସ୍ୱାୟତ୍ତତା ମିଳିବାର ସମ୍ଭାବନା ବଢ଼ିଥାଏ । ତେଣୁ ଗୁଣାତ୍ମକ ଶିକ୍ଷାକୁ ପ୍ରାଧାନ୍ୟ ଦେଇ ସମସ୍ତ ଅଂଶୀଦାରଙ୍କ ସହଯୋଗରେ ଯୋଜନାବଦ୍ଧ ପ୍ରୟାସ କରାଯିବା ଆବଶ୍ୟକ । ନୂଆ ଜାତୀୟ ଶିକ୍ଷାନୀତି ମଧ୍ୟ ଏହି ଦିଗରେ ଗୁରୁତ୍ୱ ଦେଇଛି । bbox=[574, 250, 690, 582]
column-divider bbox=[812, 112, 813, 937]
verse-line: ଜିତେନ୍ଦ୍ରିୟଂ ବୁଦ୍ଧିମତାଂ bbox=[114, 97, 198, 108]
hanuman-illustration bbox=[17, 69, 79, 219]
column-divider bbox=[349, 112, 350, 937]
lead-headline: ନାକ୍ ମାନ୍ୟତାକୁ ନେଇ ଚିନ୍ତାରେ ଉଚ୍ଚ ଶିକ୍ଷାନୁଷ୍ଠାନ bbox=[282, 61, 895, 99]
column-divider bbox=[546, 990, 547, 1440]
lead-text: ଦେଶର ଉଚ୍ଚ ଶିକ୍ଷାନୁଷ୍ଠାନଗୁଡ଼ିକର ମାନ ନିରୂପଣ ପାଇଁ ଜାତୀୟ ମୂଲ୍ୟାୟନ ଓ ସ୍ୱୀକୃତି ପରିଷଦ (ନାକ୍) ୧୯୯୪ ମସିହାରେ ପ୍ରତିଷ୍ଠିତ ହୋଇଥିଲା । ଶିକ୍ଷଣ, ଗବେଷଣା, ଭିତ୍ତିଭୂମି ଓ ଛାତ୍ର ସହାୟତା ଭଳି ମାପକାଠି ଆଧାରରେ ଅନୁଷ୍ଠାନଗୁଡ଼ିକୁ ଗ୍ରେଡ୍ ପ୍ରଦାନ କରାଯାଏ । ରାଜ୍ୟର ଅନେକ ମହାବିଦ୍ୟାଳୟ ଓ ବିଶ୍ୱବିଦ୍ୟାଳୟ ଏବେ ମାନ୍ୟତା ପାଇଁ ପ୍ରସ୍ତୁତି କରୁଛନ୍ତି । ଅଧ୍ୟାପକ ଅଭାବ, ଗବେଷଣା ପ୍ରକାଶନର କମ୍ ସଂଖ୍ୟା ଓ ଆର୍ଥିକ ସମସ୍ୟା ଅନୁଷ୍ଠାନଗୁଡ଼ିକ ପାଇଁ ବଡ଼ ଚ୍ୟାଲେଞ୍ଜ । ଉନ୍ନତ ଗ୍ରେଡ୍ ପାଇଲେ ଅନୁଦାନ ଓ ସ୍ୱାୟତ୍ତତା ମିଳିବାର ସମ୍ଭାବନା ବଢ଼ିଥାଏ । ତେଣୁ ଗୁଣାତ୍ମକ ଶିକ୍ଷାକୁ ପ୍ରାଧାନ୍ୟ ଦେଇ ସମସ୍ତ ଅଂଶୀଦାରଙ୍କ ସହଯୋଗରେ ଯୋଜନାବଦ୍ଧ ପ୍ରୟାସ କରାଯିବା ଆବଶ୍ୟକ । ନୂଆ ଜାତୀୟ ଶିକ୍ଷାନୀତି ମଧ୍ୟ ଏହି ଦିଗରେ ଗୁରୁତ୍ୱ ଦେଇଛି । bbox=[463, 492, 569, 866]
niti-text: ସୂର୍ଯ୍ୟ ଓ ଚନ୍ଦ୍ରଙ୍କ ଆଲୋକରେ ପୃଥିବୀ ଆଲୋକିତ ହୁଏ । ସେହିପରି ଜ୍ଞାନର ଆଲୋକ ମଣିଷର ଜୀବନକୁ ଆଲୋକିତ କରେ । ସତ୍ୟ, ଧର୍ମ ଓ କର୍ତ୍ତବ୍ୟ ପଥରେ ଚାଲୁଥିବା ବ୍ୟକ୍ତି ସଦା ସମ୍ମାନିତ ହୁଏ । ଅହଂକାର ତ୍ୟାଗ କରି ବିନୟୀ ହେବା ହିଁ ପ୍ରକୃତ ମହାନତା । ମନକୁ ସଂଯତ ରଖି ପରୋପକାର କରିବା ଉଚିତ । bbox=[18, 1122, 224, 1188]
masthead: ଓଡ଼ିଶା ସନ୍ଦେଶ bbox=[415, 4, 530, 28]
lead-column-6 bbox=[815, 112, 935, 937]
column-divider bbox=[389, 990, 390, 1440]
lead-column-1 bbox=[241, 112, 347, 937]
lead-text: ଦେଶର ଉଚ୍ଚ ଶିକ୍ଷାନୁଷ୍ଠାନଗୁଡ଼ିକର ମାନ ନିରୂପଣ ପାଇଁ ଜାତୀୟ ମୂଲ୍ୟାୟନ ଓ ସ୍ୱୀକୃତି ପରିଷଦ (ନାକ୍) ୧୯୯୪ ମସିହାରେ bbox=[241, 870, 347, 936]
article-two-author-name: ପଙ୍କଜ କୁମାର ପାଣିଗ୍ରାହୀ bbox=[419, 988, 517, 999]
farewell-body bbox=[714, 1154, 934, 1328]
footer-rule bbox=[6, 1443, 939, 1446]
author-role: ଅଧ୍ୟାପକ, ବାଣିଜ୍ୟ ବିଭାଗ, କଟକ bbox=[578, 230, 686, 239]
lead-text: ଦେଶର ଉଚ୍ଚ ଶିକ୍ଷାନୁଷ୍ଠାନଗୁଡ଼ିକର ମାନ ନିରୂପଣ ପାଇଁ ଜାତୀୟ ମୂଲ୍ୟାୟନ ଓ ସ୍ୱୀକୃତି ପରିଷଦ (ନାକ୍) ୧୯୯୪ ମସିହାରେ ପ୍ରତିଷ୍ଠିତ ହୋଇଥିଲା । ଶିକ୍ଷଣ, ଗବେଷଣା, ଭିତ୍ତିଭୂମି ଓ ଛାତ୍ର ସହାୟତା ଭଳି ମାପକାଠି ଆଧାରରେ ଅନୁଷ୍ଠାନଗୁଡ଼ିକୁ ଗ୍ରେଡ୍ ପ୍ରଦାନ କରାଯାଏ । ରାଜ୍ୟର ଅନେକ ମହାବିଦ୍ୟାଳୟ ଓ ବିଶ୍ୱବିଦ୍ୟାଳୟ ଏବେ ମାନ୍ୟତା ପାଇଁ ପ୍ରସ୍ତୁତି କରୁଛନ୍ତି । ଅଧ୍ୟାପକ ଅଭାବ, ଗବେଷଣା ପ୍ରକାଶନର କମ୍ ସଂଖ୍ୟା ଓ ଆର୍ଥିକ ସମସ୍ୟା ଅନୁଷ୍ଠାନଗୁଡ଼ିକ ପାଇଁ ବଡ଼ ଚ୍ୟାଲେଞ୍ଜ । ଉନ୍ନତ ଗ୍ରେଡ୍ ପାଇଲେ ଅନୁଦାନ ଓ ସ୍ୱାୟତ୍ତତା ମିଳିବାର ସମ୍ଭାବନା ବଢ଼ିଥାଏ । ତେଣୁ ଗୁଣାତ୍ମକ ଶିକ୍ଷାକୁ ପ୍ରାଧାନ୍ୟ ଦେଇ ସମସ୍ତ ଅଂଶୀଦାରଙ୍କ ସହଯୋଗରେ ଯୋଜନାବଦ୍ଧ ପ୍ରୟାସ କରାଯିବା ଆବଶ୍ୟକ । ନୂଆ ଜାତୀୟ ଶିକ୍ଷାନୀତି ମଧ୍ୟ ଏହି ଦିଗରେ ଗୁରୁତ୍ୱ ଦେଇଛି । bbox=[241, 114, 347, 488]
lead-column-2 bbox=[352, 112, 458, 937]
article-two-text: ଆଜିର ସମାଜରେ ପ୍ରତ୍ୟେକ ବ୍ୟକ୍ତି ଅନ୍ୟର ସାହାଯ୍ୟ ଆଶା କରନ୍ତି । କିନ୍ତୁ ଶାସ୍ତ୍ର କହେ ନିଜର ଉଦ୍ଧାର ନିଜକୁ ହିଁ କରିବାକୁ ହେବ । ଆତ୍ମବିଶ୍ୱାସ, ପରିଶ୍ରମ ଓ ସଂଯମ ହିଁ ମଣିଷର ପ୍ରକୃତ ରକ୍ଷାକର୍ତ୍ତା । ଯିଏ ନିଜ ମନକୁ ଜୟ କରିପାରେ, ସେ ସମଗ୍ର ସଂସାରକୁ ଜୟ କରିପାରେ । bbox=[549, 1188, 703, 1282]
